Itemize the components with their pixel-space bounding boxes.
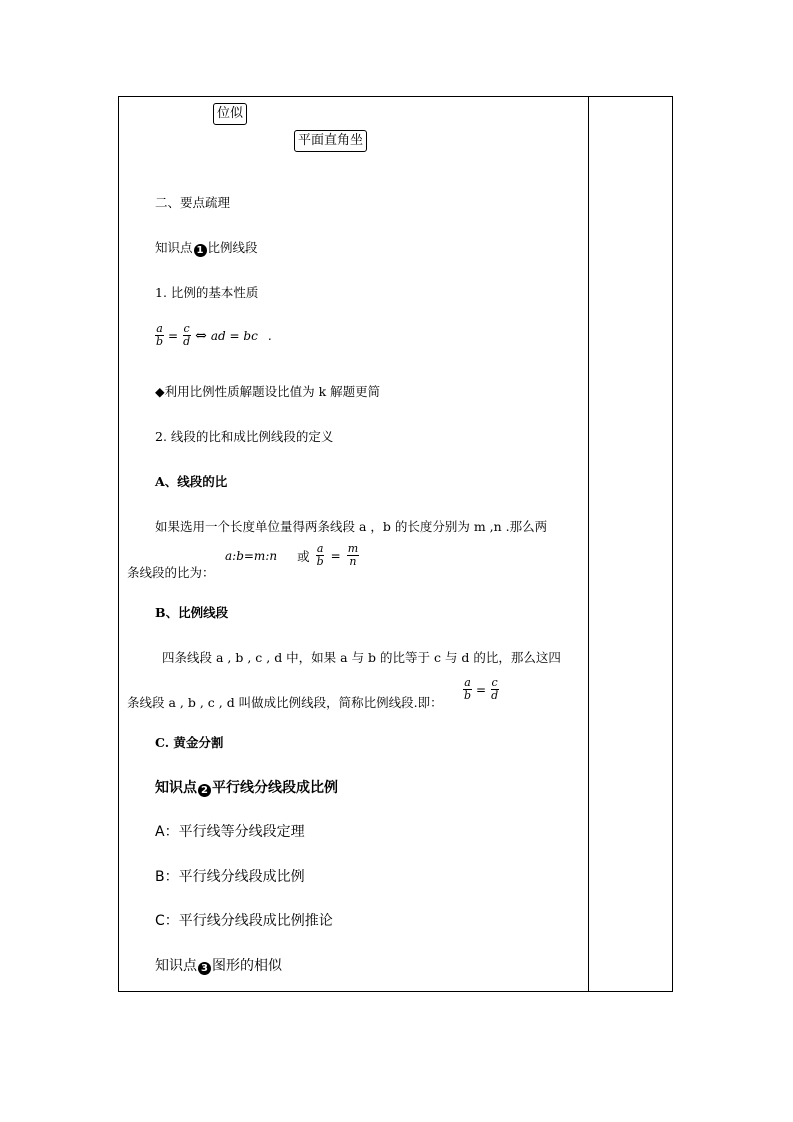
part-b-line2: 条线段 a , b , c , d 叫做成比例线段，简称比例线段.即：	[127, 695, 443, 710]
iff-icon: ⇔	[195, 327, 207, 344]
kp1-prefix: 知识点	[155, 240, 193, 255]
part-a-line1: 如果选用一个长度单位量得两条线段 a ，b 的长度分别为 m ,n .那么两	[155, 519, 548, 534]
diagram-box-coordinate-plane: 平面直角坐	[294, 130, 367, 152]
part-b-title: B、比例线段	[155, 605, 229, 620]
knowledge-point-3	[155, 955, 282, 975]
kp2-item-a: A：平行线等分线段定理	[155, 824, 305, 840]
number-2-icon: 2	[198, 784, 211, 797]
kp3-title: 图形的相似	[212, 958, 282, 974]
tip-text: ◆利用比例性质解题设比值为 k 解题更简	[155, 384, 381, 399]
kp2-item-c: C：平行线分线段成比例推论	[155, 913, 333, 929]
kp2-prefix: 知识点	[155, 780, 197, 796]
formula-segment-ratio: a:b=m:n 或 $\frac{a}{b}$ = $\frac{m}{n}$	[225, 542, 359, 568]
fraction-c-d: $\frac{c}{d}$	[491, 676, 499, 702]
kp1-title: 比例线段	[207, 240, 258, 255]
fraction-a-b: $\frac{a}{b}$	[316, 542, 324, 568]
kp2-item-b: B：平行线分线段成比例	[155, 869, 305, 885]
part-c-title: C. 黄金分割	[155, 735, 224, 750]
formula-proportional-segments: $\frac{a}{b}$ = $\frac{c}{d}$	[464, 676, 499, 702]
diagram-box-similar-figures: 位似	[213, 103, 247, 125]
section-title: 二、要点疏理	[155, 195, 231, 210]
item-1: 1. 比例的基本性质	[155, 285, 259, 300]
part-a-title: A、线段的比	[155, 474, 228, 489]
part-b-line1: 四条线段 a , b , c , d 中，如果 a 与 b 的比等于 c 与 d 的比，那么这四	[162, 650, 561, 665]
fraction-c-d: $\frac{c}{d}$	[183, 322, 191, 348]
knowledge-point-2	[155, 777, 338, 797]
part-a-line2: 条线段的比为：	[127, 565, 215, 580]
fraction-a-b: $\frac{a}{b}$	[464, 676, 472, 702]
item-2: 2. 线段的比和成比例线段的定义	[155, 429, 334, 444]
number-1-icon: 1	[194, 244, 207, 257]
knowledge-point-1	[155, 238, 258, 257]
number-3-icon: 3	[198, 962, 211, 975]
table-frame	[118, 96, 673, 992]
formula-proportion-property: $\frac{a}{b}$ = $\frac{c}{d}$ ⇔ ad = bc .	[156, 322, 272, 348]
kp3-prefix: 知识点	[155, 958, 197, 974]
fraction-m-n: $\frac{m}{n}$	[347, 542, 359, 568]
column-divider	[588, 97, 589, 991]
fraction-a-b: $\frac{a}{b}$	[156, 322, 164, 348]
kp2-title: 平行线分线段成比例	[212, 780, 338, 796]
